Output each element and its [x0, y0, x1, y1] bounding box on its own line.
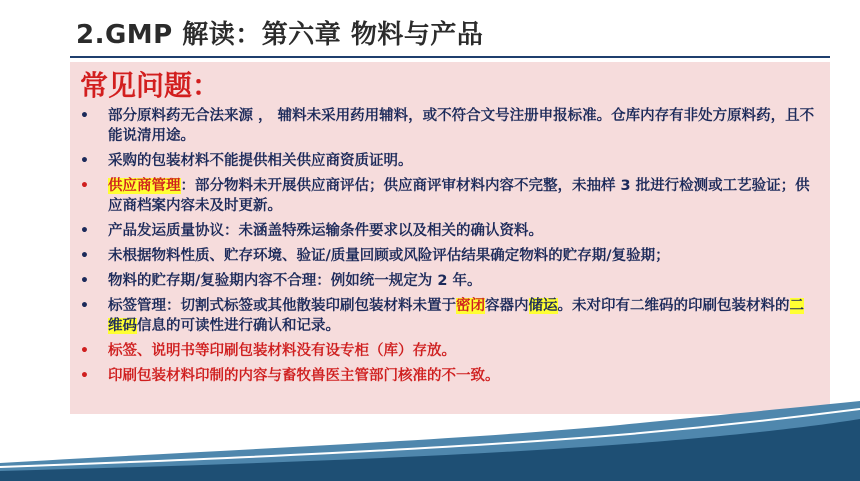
list-item — [78, 296, 818, 336]
list-item — [78, 106, 818, 146]
issue-list — [78, 106, 818, 391]
list-item — [78, 271, 818, 291]
item-text: 物料的贮存期/复验期内容不合理：例如统一规定为 2 年。 — [108, 273, 482, 289]
item-text: 信息的可读性进行确认和记录。 — [137, 318, 340, 334]
item-text: 部分原料药无合法来源 ， 辅料未采用药用辅料，或不符合文号注册申报标准。仓库内存有非处方原料药，且不能说清用途。 — [108, 108, 815, 144]
bullet-icon: • — [80, 298, 89, 314]
item-text: 产品发运质量协议：未涵盖特殊运输条件要求以及相关的确认资料。 — [108, 223, 543, 239]
list-item — [78, 176, 818, 216]
highlighted-term: 密闭 — [456, 298, 485, 314]
highlighted-term: 二维码 — [108, 298, 804, 334]
bullet-icon: • — [80, 153, 89, 169]
list-item — [78, 151, 818, 171]
list-item — [78, 341, 818, 361]
list-item — [78, 221, 818, 241]
bullet-icon: • — [80, 108, 89, 124]
bullet-icon: • — [80, 273, 89, 289]
list-item — [78, 246, 818, 266]
item-text: 采购的包装材料不能提供相关供应商资质证明。 — [108, 153, 413, 169]
footer-wave-decoration — [0, 401, 860, 481]
slide-title: 2.GMP 解读：第六章 物料与产品 — [76, 20, 484, 50]
panel-heading: 常见问题： — [80, 69, 221, 102]
item-text: 标签管理：切割式标签或其他散装印刷包装材料未置于 — [108, 298, 456, 314]
item-text: 标签、说明书等印刷包装材料没有设专柜（库）存放。 — [108, 343, 456, 359]
bullet-icon: • — [80, 223, 89, 239]
item-text: 印刷包装材料印制的内容与畜牧兽医主管部门核准的不一致。 — [108, 368, 500, 384]
highlighted-term: 储运 — [528, 298, 558, 314]
item-text: ：部分物料未开展供应商评估；供应商评审材料内容不完整，未抽样 3 批进行检测或工艺验证；供应商档案内容未及时更新。 — [108, 178, 810, 214]
highlighted-term: 供应商管理 — [108, 178, 181, 194]
bullet-icon: • — [80, 248, 89, 264]
bullet-icon: • — [80, 343, 89, 359]
list-item — [78, 366, 818, 386]
item-text: 未根据物料性质、贮存环境、验证/质量回顾或风险评估结果确定物料的贮存期/复验期； — [108, 248, 670, 264]
item-text: 容器内 — [485, 298, 529, 314]
item-text: 。未对印有二维码的印刷包装材料的 — [557, 298, 790, 314]
bullet-icon: • — [80, 178, 89, 194]
title-divider — [70, 56, 830, 58]
bullet-icon: • — [80, 368, 89, 384]
